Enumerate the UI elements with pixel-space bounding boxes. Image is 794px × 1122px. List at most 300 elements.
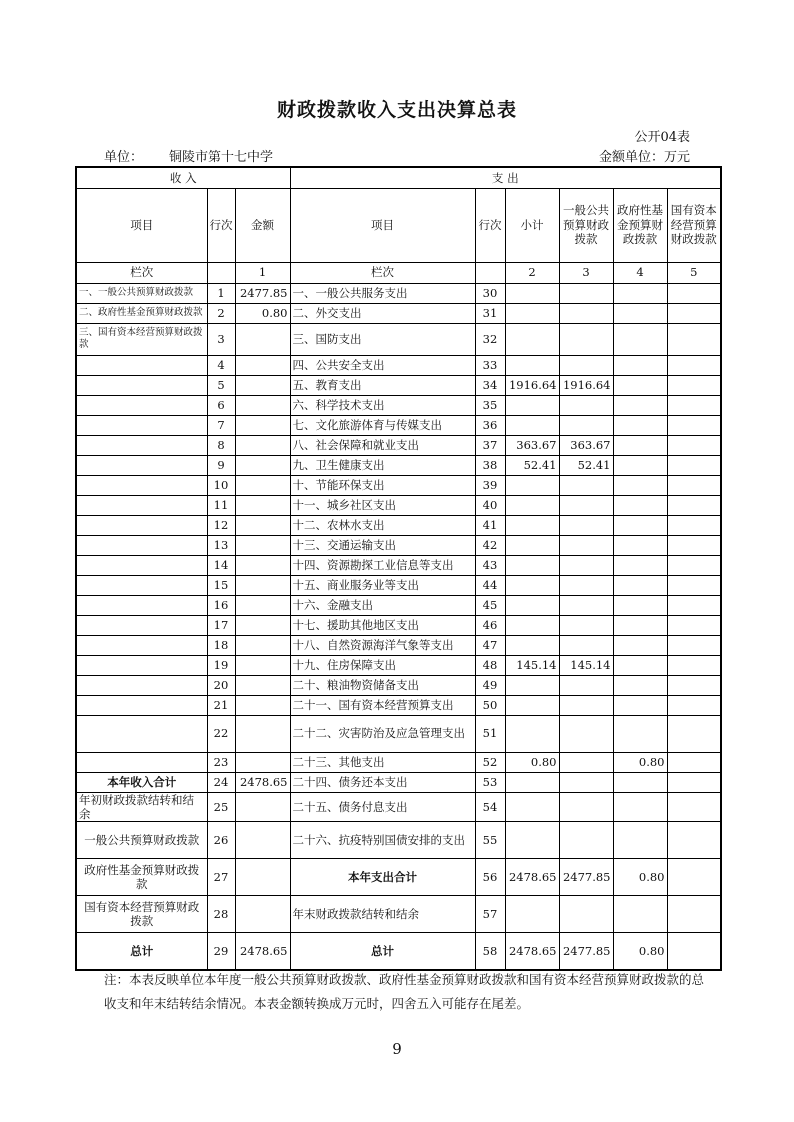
subtotal-cell (505, 715, 559, 752)
col-empty (207, 262, 235, 283)
state-capital-cell (667, 475, 721, 495)
income-item-cell (76, 595, 207, 615)
subtotal-cell (505, 323, 559, 355)
income-rowno-cell: 18 (207, 635, 235, 655)
income-rowno-cell: 29 (207, 933, 235, 970)
expense-rowno-cell: 43 (475, 555, 505, 575)
state-capital-header: 国有资本经营预算财政拨款 (667, 188, 721, 262)
page-title: 财政拨款收入支出决算总表 (276, 99, 517, 121)
income-amount-cell (235, 595, 290, 615)
expense-item-cell: 本年支出合计 (290, 859, 475, 896)
subtotal-cell (505, 535, 559, 555)
general-budget-cell: 2477.85 (559, 859, 613, 896)
table-row (76, 752, 721, 772)
expense-item-cell: 十七、援助其他地区支出 (290, 615, 475, 635)
expense-rowno-cell: 46 (475, 615, 505, 635)
state-capital-cell (667, 283, 721, 303)
income-amount-cell (235, 435, 290, 455)
state-capital-cell (667, 355, 721, 375)
expense-rowno-cell: 42 (475, 535, 505, 555)
unit-name: 铜陵市第十七中学 (169, 150, 274, 165)
state-capital-cell (667, 635, 721, 655)
state-capital-cell (667, 792, 721, 822)
income-amount-cell: 2478.65 (235, 933, 290, 970)
state-capital-cell (667, 415, 721, 435)
subtotal-cell (505, 675, 559, 695)
income-amount-cell (235, 323, 290, 355)
income-item-cell: 本年收入合计 (76, 772, 207, 792)
money-unit: 金额单位：万元 (598, 150, 690, 165)
col-empty (475, 262, 505, 283)
expense-item-cell: 二十五、债务付息支出 (290, 792, 475, 822)
subtotal-cell: 0.80 (505, 752, 559, 772)
income-header: 收 入 (76, 167, 290, 188)
general-budget-cell (559, 555, 613, 575)
state-capital-cell (667, 495, 721, 515)
income-item-cell: 三、国有资本经营预算财政拨款 (76, 323, 207, 355)
income-rowno-cell: 16 (207, 595, 235, 615)
expense-item-cell: 十一、城乡社区支出 (290, 495, 475, 515)
expense-item-cell: 九、卫生健康支出 (290, 455, 475, 475)
subtotal-cell (505, 515, 559, 535)
table-row (76, 933, 721, 970)
expense-item-cell: 二十二、灾害防治及应急管理支出 (290, 715, 475, 752)
gov-fund-cell (613, 595, 667, 615)
income-rowno-cell: 2 (207, 303, 235, 323)
state-capital-cell (667, 675, 721, 695)
col-number-4: 4 (613, 262, 667, 283)
subtotal-cell (505, 495, 559, 515)
state-capital-cell (667, 715, 721, 752)
table-row (76, 859, 721, 896)
income-amount-cell (235, 355, 290, 375)
income-rowno-cell: 19 (207, 655, 235, 675)
gov-fund-cell (613, 323, 667, 355)
expense-item-cell: 总计 (290, 933, 475, 970)
table-row (76, 615, 721, 635)
income-rowno-cell: 6 (207, 395, 235, 415)
expense-item-cell: 二十、粮油物资储备支出 (290, 675, 475, 695)
general-budget-header: 一般公共预算财政拨款 (559, 188, 613, 262)
page-number: 9 (392, 1040, 402, 1058)
general-budget-cell (559, 303, 613, 323)
expense-rowno-cell: 56 (475, 859, 505, 896)
general-budget-cell (559, 695, 613, 715)
subtotal-cell: 2478.65 (505, 933, 559, 970)
gov-fund-cell: 0.80 (613, 752, 667, 772)
income-rowno-cell: 14 (207, 555, 235, 575)
table-row (76, 455, 721, 475)
table-row (76, 555, 721, 575)
table-row (76, 655, 721, 675)
income-item-cell (76, 415, 207, 435)
col-number-3: 3 (559, 262, 613, 283)
expense-rowno-cell: 34 (475, 375, 505, 395)
footnote: 注：本表反映单位本年度一般公共预算财政拨款、政府性基金预算财政拨款和国有资本经营预算财政拨款的总收支和年末结转结余情况。本表金额转换成万元时，四舍五入可能存在尾差。 (104, 972, 705, 1011)
income-amount-cell (235, 395, 290, 415)
table-row (76, 355, 721, 375)
gov-fund-cell (613, 822, 667, 859)
gov-fund-cell (613, 495, 667, 515)
income-item-cell: 一般公共预算财政拨款 (76, 822, 207, 859)
expense-item-cell: 十、节能环保支出 (290, 475, 475, 495)
income-item-cell (76, 615, 207, 635)
income-item-header: 项目 (76, 188, 207, 262)
expense-rowno-cell: 37 (475, 435, 505, 455)
table-row (76, 822, 721, 859)
income-rowno-cell: 8 (207, 435, 235, 455)
income-rowno-cell: 15 (207, 575, 235, 595)
gov-fund-cell (613, 415, 667, 435)
subtotal-cell (505, 415, 559, 435)
income-item-cell (76, 515, 207, 535)
budget-table (75, 166, 722, 971)
general-budget-cell (559, 896, 613, 933)
table-row (76, 595, 721, 615)
state-capital-cell (667, 535, 721, 555)
income-amount-cell (235, 695, 290, 715)
subtotal-cell (505, 303, 559, 323)
gov-fund-cell (613, 635, 667, 655)
expense-item-cell: 十三、交通运输支出 (290, 535, 475, 555)
income-amount-cell (235, 555, 290, 575)
gov-fund-cell (613, 475, 667, 495)
income-amount-cell (235, 375, 290, 395)
subtotal-cell (505, 395, 559, 415)
income-rowno-cell: 7 (207, 415, 235, 435)
expense-item-cell: 二十三、其他支出 (290, 752, 475, 772)
expense-item-cell: 七、文化旅游体育与传媒支出 (290, 415, 475, 435)
state-capital-cell (667, 375, 721, 395)
income-item-cell (76, 635, 207, 655)
form-number: 公开04表 (634, 130, 690, 145)
state-capital-cell (667, 395, 721, 415)
expense-item-cell: 一、一般公共服务支出 (290, 283, 475, 303)
expense-rowno-cell: 57 (475, 896, 505, 933)
income-amount-cell (235, 635, 290, 655)
state-capital-cell (667, 859, 721, 896)
gov-fund-cell (613, 792, 667, 822)
income-rowno-cell: 10 (207, 475, 235, 495)
table-row (76, 303, 721, 323)
subtotal-cell (505, 695, 559, 715)
income-item-cell (76, 655, 207, 675)
expense-rowno-cell: 58 (475, 933, 505, 970)
general-budget-cell (559, 535, 613, 555)
expense-rowno-cell: 30 (475, 283, 505, 303)
income-amount-cell (235, 495, 290, 515)
income-amount-cell (235, 515, 290, 535)
expense-rowno-cell: 45 (475, 595, 505, 615)
subtotal-cell (505, 575, 559, 595)
table-row (76, 675, 721, 695)
table-row (76, 475, 721, 495)
expense-item-cell: 十二、农林水支出 (290, 515, 475, 535)
subtotal-cell (505, 595, 559, 615)
expense-rowno-cell: 52 (475, 752, 505, 772)
income-amount-cell (235, 655, 290, 675)
income-item-cell: 政府性基金预算财政拨款 (76, 859, 207, 896)
income-amount-cell: 2477.85 (235, 283, 290, 303)
expense-item-cell: 四、公共安全支出 (290, 355, 475, 375)
state-capital-cell (667, 323, 721, 355)
subtotal-cell (505, 792, 559, 822)
gov-fund-cell (613, 535, 667, 555)
income-amount-cell (235, 615, 290, 635)
table-row (76, 715, 721, 752)
income-rowno-cell: 28 (207, 896, 235, 933)
income-amount-cell (235, 715, 290, 752)
general-budget-cell (559, 822, 613, 859)
income-amount-cell (235, 455, 290, 475)
general-budget-cell: 52.41 (559, 455, 613, 475)
expense-rowno-cell: 51 (475, 715, 505, 752)
income-item-cell (76, 455, 207, 475)
expense-item-cell: 十九、住房保障支出 (290, 655, 475, 675)
gov-fund-cell (613, 355, 667, 375)
income-rowno-header: 行次 (207, 188, 235, 262)
income-item-cell: 国有资本经营预算财政拨款 (76, 896, 207, 933)
general-budget-cell (559, 515, 613, 535)
expense-rowno-cell: 48 (475, 655, 505, 675)
state-capital-cell (667, 555, 721, 575)
income-rowno-cell: 20 (207, 675, 235, 695)
general-budget-cell (559, 635, 613, 655)
state-capital-cell (667, 615, 721, 635)
gov-fund-cell (613, 455, 667, 475)
expense-rowno-cell: 38 (475, 455, 505, 475)
state-capital-cell (667, 655, 721, 675)
subtotal-cell (505, 475, 559, 495)
gov-fund-cell (613, 283, 667, 303)
state-capital-cell (667, 515, 721, 535)
income-item-cell (76, 355, 207, 375)
general-budget-cell (559, 715, 613, 752)
expense-item-cell: 三、国防支出 (290, 323, 475, 355)
expense-rowno-cell: 41 (475, 515, 505, 535)
gov-fund-cell: 0.80 (613, 859, 667, 896)
table-row (76, 395, 721, 415)
expense-item-cell: 二十四、债务还本支出 (290, 772, 475, 792)
income-item-cell (76, 675, 207, 695)
state-capital-cell (667, 933, 721, 970)
expense-rowno-cell: 31 (475, 303, 505, 323)
general-budget-cell (559, 615, 613, 635)
state-capital-cell (667, 575, 721, 595)
expense-item-cell: 十六、金融支出 (290, 595, 475, 615)
expense-rowno-header: 行次 (475, 188, 505, 262)
income-amount-cell (235, 859, 290, 896)
gov-fund-cell (613, 695, 667, 715)
income-item-cell (76, 555, 207, 575)
subtotal-cell (505, 896, 559, 933)
income-rowno-cell: 1 (207, 283, 235, 303)
income-amount-cell (235, 575, 290, 595)
col-number-5: 5 (667, 262, 721, 283)
table-row (76, 495, 721, 515)
expense-rowno-cell: 54 (475, 792, 505, 822)
table-row (76, 695, 721, 715)
expense-item-cell: 十四、资源勘探工业信息等支出 (290, 555, 475, 575)
general-budget-cell (559, 772, 613, 792)
col-number-2: 2 (505, 262, 559, 283)
expense-item-cell: 八、社会保障和就业支出 (290, 435, 475, 455)
expense-rowno-cell: 49 (475, 675, 505, 695)
general-budget-cell (559, 283, 613, 303)
general-budget-cell (559, 323, 613, 355)
unit-label: 单位： (104, 150, 144, 165)
col-number-1: 1 (235, 262, 290, 283)
expense-item-cell: 六、科学技术支出 (290, 395, 475, 415)
income-rowno-cell: 11 (207, 495, 235, 515)
income-rowno-cell: 17 (207, 615, 235, 635)
state-capital-cell (667, 695, 721, 715)
table-row (76, 435, 721, 455)
income-rowno-cell: 12 (207, 515, 235, 535)
general-budget-cell: 1916.64 (559, 375, 613, 395)
income-item-cell (76, 575, 207, 595)
subtotal-cell: 1916.64 (505, 375, 559, 395)
expense-rowno-cell: 33 (475, 355, 505, 375)
expense-rowno-cell: 44 (475, 575, 505, 595)
gov-fund-cell (613, 772, 667, 792)
gov-fund-header: 政府性基金预算财政拨款 (613, 188, 667, 262)
income-amount-cell (235, 822, 290, 859)
table-row (76, 323, 721, 355)
income-item-cell (76, 475, 207, 495)
income-item-cell (76, 752, 207, 772)
state-capital-cell (667, 822, 721, 859)
gov-fund-cell (613, 435, 667, 455)
gov-fund-cell (613, 303, 667, 323)
income-amount-header: 金额 (235, 188, 290, 262)
income-item-cell: 二、政府性基金预算财政拨款 (76, 303, 207, 323)
income-rowno-cell: 27 (207, 859, 235, 896)
general-budget-cell (559, 395, 613, 415)
table-row (76, 415, 721, 435)
gov-fund-cell (613, 375, 667, 395)
expense-rowno-cell: 40 (475, 495, 505, 515)
gov-fund-cell (613, 575, 667, 595)
income-item-cell (76, 395, 207, 415)
income-rowno-cell: 13 (207, 535, 235, 555)
expense-item-header: 项目 (290, 188, 475, 262)
state-capital-cell (667, 455, 721, 475)
gov-fund-cell (613, 896, 667, 933)
gov-fund-cell (613, 555, 667, 575)
gov-fund-cell (613, 675, 667, 695)
income-rowno-cell: 5 (207, 375, 235, 395)
income-rowno-cell: 3 (207, 323, 235, 355)
gov-fund-cell (613, 515, 667, 535)
general-budget-cell (559, 495, 613, 515)
subtotal-cell: 2478.65 (505, 859, 559, 896)
income-item-cell (76, 435, 207, 455)
expense-rowno-cell: 32 (475, 323, 505, 355)
subtotal-cell (505, 772, 559, 792)
subtotal-cell: 145.14 (505, 655, 559, 675)
gov-fund-cell (613, 715, 667, 752)
table-row (76, 896, 721, 933)
income-item-cell (76, 715, 207, 752)
income-rowno-cell: 23 (207, 752, 235, 772)
income-rowno-cell: 24 (207, 772, 235, 792)
expense-rowno-cell: 50 (475, 695, 505, 715)
gov-fund-cell (613, 655, 667, 675)
income-amount-cell (235, 752, 290, 772)
general-budget-cell: 363.67 (559, 435, 613, 455)
income-amount-cell: 2478.65 (235, 772, 290, 792)
table-row (76, 772, 721, 792)
general-budget-cell: 2477.85 (559, 933, 613, 970)
expense-rowno-cell: 39 (475, 475, 505, 495)
expense-rowno-cell: 55 (475, 822, 505, 859)
income-amount-cell (235, 792, 290, 822)
expense-item-cell: 年末财政拨款结转和结余 (290, 896, 475, 933)
subtotal-header: 小计 (505, 188, 559, 262)
expense-item-cell: 十五、商业服务业等支出 (290, 575, 475, 595)
income-rowno-cell: 25 (207, 792, 235, 822)
expense-item-cell: 二、外交支出 (290, 303, 475, 323)
general-budget-cell (559, 752, 613, 772)
income-item-cell (76, 495, 207, 515)
income-rowno-cell: 26 (207, 822, 235, 859)
income-amount-cell (235, 475, 290, 495)
income-rowno-cell: 22 (207, 715, 235, 752)
state-capital-cell (667, 435, 721, 455)
subtotal-cell (505, 355, 559, 375)
general-budget-cell (559, 792, 613, 822)
state-capital-cell (667, 303, 721, 323)
income-rowno-cell: 21 (207, 695, 235, 715)
expense-rowno-cell: 36 (475, 415, 505, 435)
table-row (76, 575, 721, 595)
general-budget-cell (559, 675, 613, 695)
income-amount-cell (235, 415, 290, 435)
subtotal-cell (505, 822, 559, 859)
state-capital-cell (667, 772, 721, 792)
income-rowno-cell: 4 (207, 355, 235, 375)
expense-item-cell: 二十一、国有资本经营预算支出 (290, 695, 475, 715)
income-amount-cell (235, 675, 290, 695)
income-amount-cell (235, 535, 290, 555)
subtotal-cell (505, 635, 559, 655)
gov-fund-cell: 0.80 (613, 933, 667, 970)
subtotal-cell: 52.41 (505, 455, 559, 475)
expense-header: 支 出 (290, 167, 721, 188)
state-capital-cell (667, 595, 721, 615)
subtotal-cell (505, 555, 559, 575)
table-row (76, 792, 721, 822)
general-budget-cell (559, 415, 613, 435)
general-budget-cell (559, 355, 613, 375)
subtotal-cell (505, 615, 559, 635)
general-budget-cell (559, 475, 613, 495)
state-capital-cell (667, 752, 721, 772)
expense-rowno-cell: 47 (475, 635, 505, 655)
expense-rowno-cell: 35 (475, 395, 505, 415)
income-item-cell (76, 535, 207, 555)
income-item-cell: 总计 (76, 933, 207, 970)
table-row (76, 635, 721, 655)
subtotal-cell (505, 283, 559, 303)
income-amount-cell (235, 896, 290, 933)
general-budget-cell (559, 595, 613, 615)
expense-item-cell: 十八、自然资源海洋气象等支出 (290, 635, 475, 655)
unit-info (104, 146, 273, 165)
income-item-cell: 年初财政拨款结转和结余 (76, 792, 207, 822)
col-label-expense: 栏次 (290, 262, 475, 283)
